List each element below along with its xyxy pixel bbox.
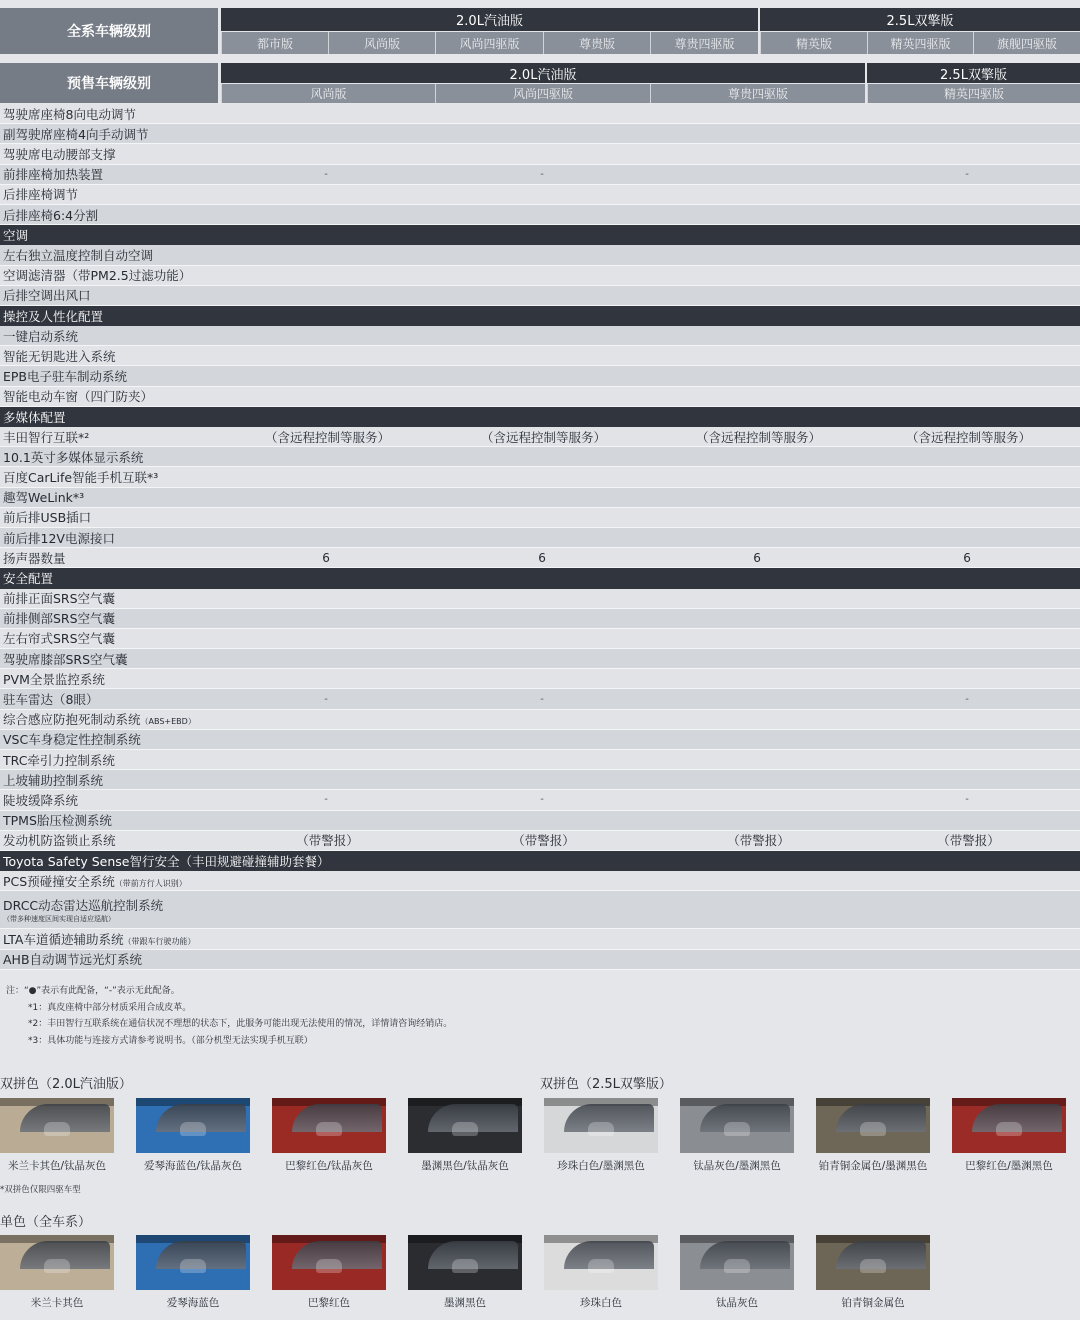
section-header xyxy=(0,851,1080,871)
label-text: 百度CarLife智能手机互联*³ xyxy=(3,469,159,485)
label-text: 扬声器数量 xyxy=(3,550,66,566)
spec-label xyxy=(3,124,148,143)
spec-label xyxy=(3,144,116,163)
label-text: 前后排12V电源接口 xyxy=(3,530,115,546)
color-swatch xyxy=(136,1098,250,1173)
group-2-0l-header: 2.0L汽油版 xyxy=(221,8,758,31)
car-color-image xyxy=(544,1098,658,1153)
label-text: LTA车道循迹辅助系统 xyxy=(3,931,124,947)
spec-detail: （含远程控制等服务） xyxy=(481,429,607,445)
spec-row xyxy=(0,144,1080,164)
color-swatch xyxy=(408,1098,522,1173)
car-mirror-shape xyxy=(316,1122,342,1136)
color-swatch xyxy=(136,1235,250,1310)
label-text: 多媒体配置 xyxy=(3,409,66,425)
spec-row xyxy=(0,266,1080,286)
color-name: 巴黎红色/钛晶灰色 xyxy=(285,1160,373,1172)
label-text: 左右帘式SRS空气囊 xyxy=(3,631,116,647)
spec-row xyxy=(0,205,1080,225)
spec-detail: （含远程控制等服务） xyxy=(906,429,1032,445)
group-2-5l-header: 2.5L双擎版 xyxy=(867,63,1080,83)
group-2-0l-header: 2.0L汽油版 xyxy=(221,63,865,83)
spec-row xyxy=(0,467,1080,487)
spec-row xyxy=(0,831,1080,851)
color-name: 铂青铜金属色/墨渊黑色 xyxy=(818,1160,928,1172)
label-text: AHB自动调节远光灯系统 xyxy=(3,952,143,968)
spec-detail: （含远程控制等服务） xyxy=(696,429,822,445)
label-subtext: （ABS+EBD） xyxy=(140,717,196,727)
car-mirror-shape xyxy=(180,1122,206,1136)
spec-label xyxy=(3,366,127,385)
label-text: 副驾驶席座椅4向手动调节 xyxy=(3,126,149,142)
presale-col-header: 风尚四驱版 xyxy=(435,84,650,103)
color-swatch xyxy=(680,1098,794,1173)
label-text: 驾驶席膝部SRS空气囊 xyxy=(3,651,128,667)
color-name: 巴黎红色 xyxy=(308,1297,350,1309)
label-text: VSC车身稳定性控制系统 xyxy=(3,732,141,748)
spec-row xyxy=(0,649,1080,669)
car-mirror-shape xyxy=(316,1259,342,1273)
label-text: 驾驶席座椅8向电动调节 xyxy=(3,106,136,122)
spec-value: 6 xyxy=(963,550,971,565)
group-2-5l-header: 2.5L双擎版 xyxy=(760,8,1080,31)
car-mirror-shape xyxy=(44,1259,70,1273)
all-trims-label: 全系车辆级别 xyxy=(0,8,218,54)
label-text: 上坡辅助控制系统 xyxy=(3,772,104,788)
label-text: 智能电动车窗（四门防夹） xyxy=(3,389,154,405)
spec-label xyxy=(3,528,115,547)
presale-trims-label: 预售车辆级别 xyxy=(0,63,218,103)
spec-row xyxy=(0,447,1080,467)
spec-row xyxy=(0,427,1080,447)
label-text: 智能无钥匙进入系统 xyxy=(3,348,116,364)
presale-trims-header xyxy=(0,63,1080,103)
label-line xyxy=(3,710,196,728)
footnote: 注：“●”表示有此配备，“-”表示无此配备。 xyxy=(6,986,180,996)
label-text: 陡坡缓降系统 xyxy=(3,792,79,808)
car-mirror-shape xyxy=(996,1122,1022,1136)
presale-col-header: 风尚版 xyxy=(221,84,435,103)
label-text: PCS预碰撞安全系统 xyxy=(3,873,115,889)
color-swatch xyxy=(0,1235,114,1310)
car-color-image xyxy=(136,1235,250,1290)
car-mirror-shape xyxy=(452,1122,478,1136)
section-header xyxy=(0,306,1080,326)
spec-row xyxy=(0,790,1080,810)
spec-label xyxy=(3,286,91,305)
spec-label xyxy=(3,929,195,948)
spec-row xyxy=(0,124,1080,144)
trim-col-header: 精英四驱版 xyxy=(867,32,973,54)
label-text: 空调滤清器（带PM2.5过滤功能） xyxy=(3,268,192,284)
car-mirror-shape xyxy=(588,1259,614,1273)
spec-label xyxy=(3,104,136,123)
spec-row xyxy=(0,387,1080,407)
trim-col-header: 风尚版 xyxy=(328,32,435,54)
pair-20-title: 双拼色（2.0L汽油版） xyxy=(0,1077,132,1092)
spec-detail: （带警报） xyxy=(512,833,575,849)
label-text: 10.1英寸多媒体显示系统 xyxy=(3,449,144,465)
car-color-image xyxy=(272,1098,386,1153)
footnote: *1：真皮座椅中部分材质采用合成皮革。 xyxy=(28,1002,192,1013)
presale-col-header: 精英四驱版 xyxy=(867,84,1080,103)
label-text: 前后排USB插口 xyxy=(3,510,92,526)
label-text: 左右独立温度控制自动空调 xyxy=(3,247,154,263)
spec-label xyxy=(3,427,89,446)
car-color-image xyxy=(0,1098,114,1153)
spec-row xyxy=(0,488,1080,508)
car-color-image xyxy=(544,1235,658,1290)
label-text: 一键启动系统 xyxy=(3,328,79,344)
car-mirror-shape xyxy=(860,1259,886,1273)
footnotes xyxy=(6,983,452,1049)
spec-row xyxy=(0,710,1080,730)
not-equipped-mark: - xyxy=(324,794,328,806)
label-text: 后排座椅调节 xyxy=(3,187,79,203)
color-name: 墨渊黑色/钛晶灰色 xyxy=(421,1160,509,1172)
not-equipped-mark: - xyxy=(540,168,544,180)
spec-row xyxy=(0,346,1080,366)
label-text: 驾驶席电动腰部支撑 xyxy=(3,146,116,162)
section-title xyxy=(3,851,329,871)
trim-col-header: 都市版 xyxy=(221,32,328,54)
not-equipped-mark: - xyxy=(324,168,328,180)
spec-label xyxy=(3,326,78,345)
color-swatch xyxy=(816,1098,930,1173)
car-mirror-shape xyxy=(180,1259,206,1273)
spec-label xyxy=(3,205,98,224)
spec-row xyxy=(0,589,1080,609)
car-color-image xyxy=(408,1098,522,1153)
not-equipped-mark: - xyxy=(965,794,969,806)
spec-label xyxy=(3,831,116,850)
spec-detail: （带警报） xyxy=(296,833,359,849)
spec-label xyxy=(3,508,91,527)
spec-row xyxy=(0,891,1080,929)
spec-label xyxy=(3,790,78,809)
spec-value: 6 xyxy=(753,550,761,565)
not-equipped-mark: - xyxy=(324,693,328,705)
car-color-image xyxy=(680,1235,794,1290)
spec-label xyxy=(3,488,84,507)
car-color-image xyxy=(952,1098,1066,1153)
color-swatch xyxy=(544,1235,658,1310)
spec-label xyxy=(3,447,143,466)
label-text: TPMS胎压检测系统 xyxy=(3,813,112,829)
spec-row xyxy=(0,770,1080,790)
car-color-image xyxy=(0,1235,114,1290)
mono-title: 单色（全车系） xyxy=(0,1215,92,1230)
color-swatch xyxy=(544,1098,658,1173)
color-name: 钛晶灰色/墨渊黑色 xyxy=(693,1160,781,1172)
trim-col-header: 尊贵版 xyxy=(543,32,650,54)
car-color-image xyxy=(680,1098,794,1153)
spec-row xyxy=(0,548,1080,568)
label-text: 综合感应防抱死制动系统 xyxy=(3,712,141,728)
car-mirror-shape xyxy=(724,1259,750,1273)
spec-row xyxy=(0,689,1080,709)
all-trims-header xyxy=(0,8,1080,54)
trim-col-header: 风尚四驱版 xyxy=(435,32,543,54)
label-text: 发动机防盗锁止系统 xyxy=(3,833,116,849)
label-text: 后排空调出风口 xyxy=(3,288,91,304)
label-line xyxy=(3,872,187,890)
car-mirror-shape xyxy=(724,1122,750,1136)
section-title xyxy=(3,568,53,588)
spec-label xyxy=(3,871,187,890)
spec-label xyxy=(3,750,115,769)
spec-label xyxy=(3,649,128,668)
not-equipped-mark: - xyxy=(965,693,969,705)
spec-value: 6 xyxy=(322,550,330,565)
label-text: 驻车雷达（8眼） xyxy=(3,692,99,708)
spec-label xyxy=(3,245,153,264)
color-name: 米兰卡其色 xyxy=(30,1297,84,1309)
color-swatch xyxy=(0,1098,114,1173)
section-header xyxy=(0,407,1080,427)
spec-label xyxy=(3,689,98,708)
label-text: PVM全景监控系统 xyxy=(3,671,105,687)
spec-label xyxy=(3,266,191,285)
spec-row xyxy=(0,104,1080,124)
spec-row xyxy=(0,730,1080,750)
section-header xyxy=(0,568,1080,588)
spec-row xyxy=(0,528,1080,548)
car-mirror-shape xyxy=(860,1122,886,1136)
spec-row xyxy=(0,629,1080,649)
spec-label xyxy=(3,950,142,969)
car-color-image xyxy=(272,1235,386,1290)
spec-label xyxy=(3,589,115,608)
label-text: 前排正面SRS空气囊 xyxy=(3,591,116,607)
spec-label xyxy=(3,730,141,749)
label-text: TRC牵引力控制系统 xyxy=(3,752,115,768)
car-color-image xyxy=(816,1235,930,1290)
spec-row xyxy=(0,669,1080,689)
spec-row xyxy=(0,950,1080,970)
spec-row xyxy=(0,508,1080,528)
section-header xyxy=(0,225,1080,245)
color-name: 爱琴海蓝色 xyxy=(166,1297,220,1309)
spec-row xyxy=(0,245,1080,265)
spec-row xyxy=(0,286,1080,306)
color-swatch xyxy=(272,1098,386,1173)
footnote: *2：丰田智行互联系统在通信状况不理想的状态下，此服务可能出现无法使用的情况，详情请咨询经销店。 xyxy=(28,1019,453,1029)
spec-row xyxy=(0,185,1080,205)
spec-label xyxy=(3,629,115,648)
color-name: 米兰卡其色/钛晶灰色 xyxy=(7,1160,107,1172)
spec-value: 6 xyxy=(538,550,546,565)
spec-label xyxy=(3,346,116,365)
label-text: EPB电子驻车制动系统 xyxy=(3,369,128,385)
color-name: 巴黎红色/墨渊黑色 xyxy=(965,1160,1053,1172)
spec-label xyxy=(3,387,153,406)
spec-row xyxy=(0,165,1080,185)
not-equipped-mark: - xyxy=(540,794,544,806)
label-subtext: （带前方行人识别） xyxy=(114,878,187,888)
car-mirror-shape xyxy=(588,1122,614,1136)
color-swatch xyxy=(272,1235,386,1310)
trim-col-header: 旗舰四驱版 xyxy=(973,32,1080,54)
car-color-image xyxy=(816,1098,930,1153)
label-text: 前排侧部SRS空气囊 xyxy=(3,611,116,627)
spec-label xyxy=(3,710,196,729)
spec-label xyxy=(3,548,66,567)
label-text: 丰田智行互联*² xyxy=(3,429,90,445)
spec-detail: （带警报） xyxy=(937,833,1000,849)
label-text: 操控及人性化配置 xyxy=(3,308,104,324)
spec-label xyxy=(3,770,103,789)
color-swatch xyxy=(680,1235,794,1310)
color-name: 爱琴海蓝色/钛晶灰色 xyxy=(143,1160,243,1172)
color-name: 珍珠白色/墨渊黑色 xyxy=(557,1160,645,1172)
not-equipped-mark: - xyxy=(540,693,544,705)
car-color-image xyxy=(136,1098,250,1153)
label-text: Toyota Safety Sense智行安全（丰田规避碰撞辅助套餐） xyxy=(3,854,330,870)
spec-row xyxy=(0,750,1080,770)
spec-row xyxy=(0,609,1080,629)
label-text: 安全配置 xyxy=(3,571,54,587)
spec-label xyxy=(3,185,78,204)
color-name: 铂青铜金属色 xyxy=(841,1297,905,1309)
spec-row xyxy=(0,326,1080,346)
label-subtext: （带跟车行驶功能） xyxy=(123,936,196,946)
trim-col-header: 尊贵四驱版 xyxy=(650,32,758,54)
car-mirror-shape xyxy=(452,1259,478,1273)
spec-label xyxy=(3,467,158,486)
color-name: 钛晶灰色 xyxy=(716,1297,758,1309)
color-swatch xyxy=(816,1235,930,1310)
footnote: *3：具体功能与连接方式请参考说明书。（部分机型无法实现手机互联） xyxy=(28,1035,313,1046)
spec-detail: （含远程控制等服务） xyxy=(265,429,391,445)
color-name: 墨渊黑色 xyxy=(444,1297,486,1309)
spec-label xyxy=(3,609,115,628)
section-title xyxy=(3,306,103,326)
label-note: （带多种速度区间实现自适应巡航） xyxy=(3,914,115,923)
spec-row xyxy=(0,366,1080,386)
section-title xyxy=(3,407,66,427)
color-name: 珍珠白色 xyxy=(580,1297,622,1309)
spec-table xyxy=(0,104,1080,970)
label-text: 空调 xyxy=(3,228,29,244)
car-color-image xyxy=(408,1235,522,1290)
spec-row xyxy=(0,871,1080,891)
pair-25-title: 双拼色（2.5L双擎版） xyxy=(540,1077,672,1092)
color-swatch xyxy=(952,1098,1066,1173)
label-line xyxy=(3,930,195,948)
car-mirror-shape xyxy=(44,1122,70,1136)
spec-label xyxy=(3,891,163,928)
label-text: 趣驾WeLink*³ xyxy=(3,490,85,506)
label-text: 后排座椅6:4分割 xyxy=(3,207,99,223)
spec-label xyxy=(3,165,103,184)
label-text: DRCC动态雷达巡航控制系统 xyxy=(3,897,164,913)
pair-note: *双拼色仅限四驱车型 xyxy=(0,1185,81,1195)
label-text: 前排座椅加热装置 xyxy=(3,167,104,183)
color-swatch xyxy=(408,1235,522,1310)
spec-detail: （带警报） xyxy=(727,833,790,849)
spec-label xyxy=(3,669,105,688)
not-equipped-mark: - xyxy=(965,168,969,180)
section-title xyxy=(3,225,28,245)
trim-col-header: 精英版 xyxy=(760,32,867,54)
spec-row xyxy=(0,811,1080,831)
spec-row xyxy=(0,929,1080,949)
spec-label xyxy=(3,811,112,830)
presale-col-header: 尊贵四驱版 xyxy=(650,84,865,103)
